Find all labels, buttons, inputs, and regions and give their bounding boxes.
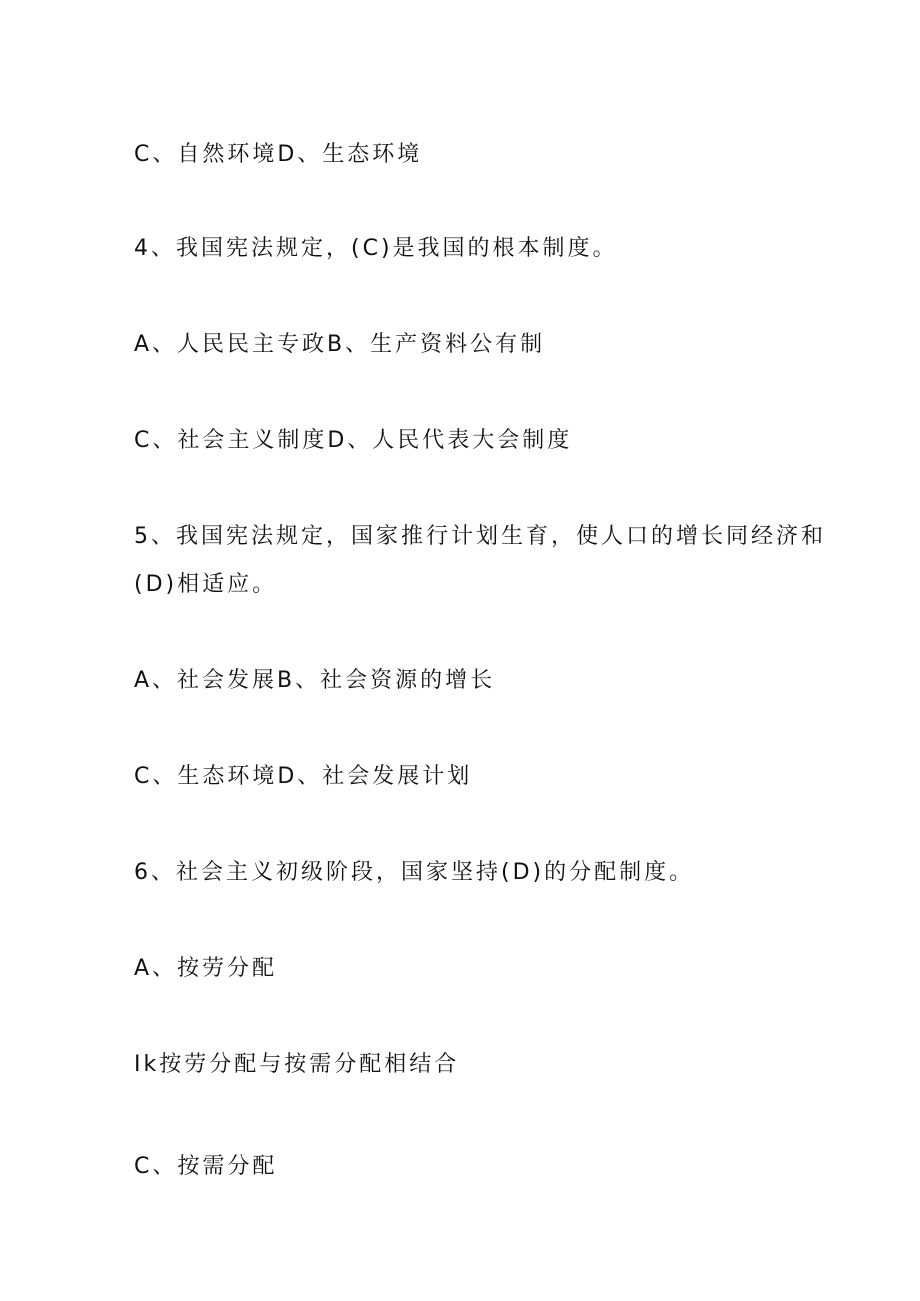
question-4: 4、我国宪法规定，(C)是我国的根本制度。 xyxy=(134,236,618,261)
question-6: 6、社会主义初级阶段，国家坚持(D)的分配制度。 xyxy=(134,860,695,885)
option-line-c-d-q5: C、生态环境D、社会发展计划 xyxy=(134,764,473,789)
option-a-q6: A、按劳分配 xyxy=(134,956,278,981)
question-5-line-1: 5、我国宪法规定，国家推行计划生育，使人口的增长同经济和 xyxy=(134,524,826,549)
option-line-c-d-q3: C、自然环境D、生态环境 xyxy=(134,142,423,167)
option-b-q6: Ik按劳分配与按需分配相结合 xyxy=(134,1052,460,1077)
option-line-a-b-q4: A、人民民主专政B、生产资料公有制 xyxy=(134,332,546,357)
option-line-a-b-q5: A、社会发展B、社会资源的增长 xyxy=(134,668,496,693)
question-5-line-2: (D)相适应。 xyxy=(134,572,278,597)
option-c-q6: C、按需分配 xyxy=(134,1154,278,1179)
option-line-c-d-q4: C、社会主义制度D、人民代表大会制度 xyxy=(134,428,573,453)
